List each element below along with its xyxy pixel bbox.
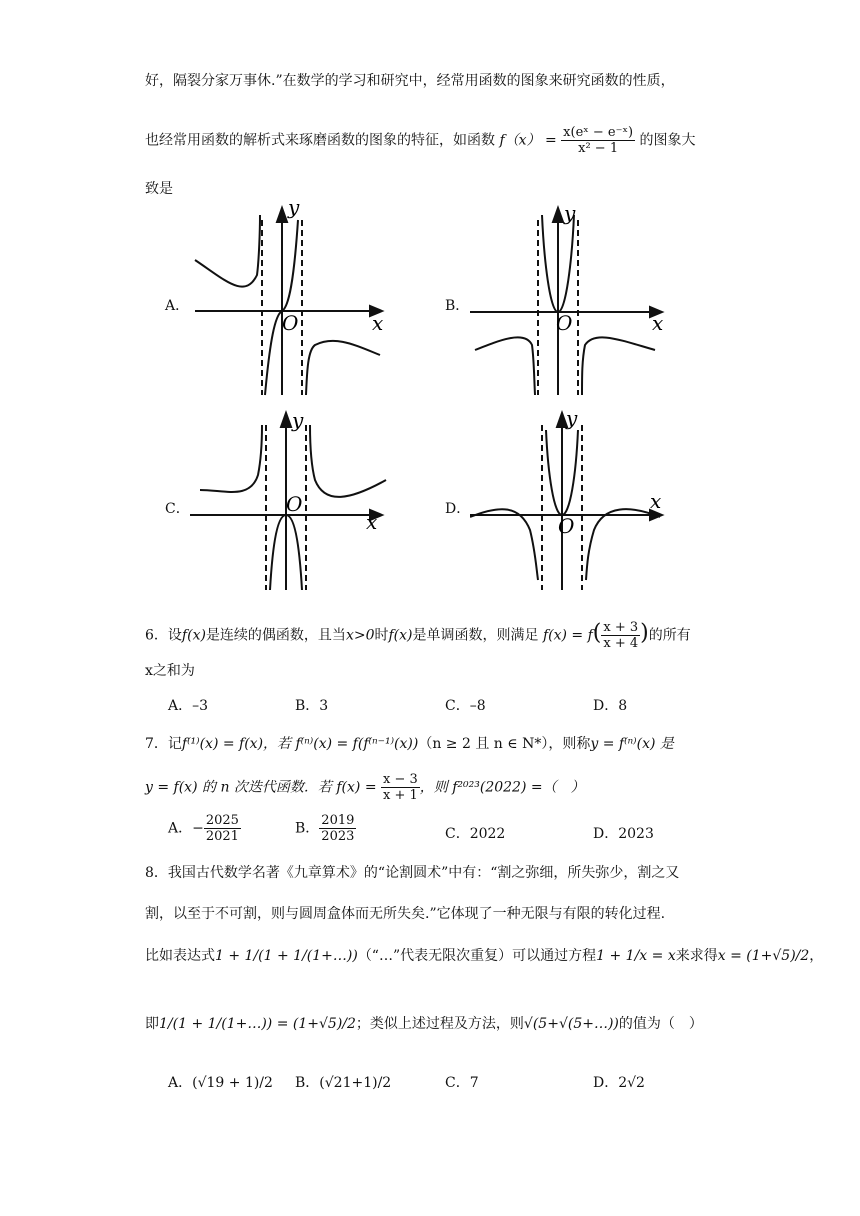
graph-b-x-label: x [652,311,664,335]
q6-choice-b[interactable]: B．3 [295,698,329,714]
graph-label-c: C． [165,501,190,517]
q8-choice-b[interactable]: B．(√21+1)/2 [295,1075,392,1091]
q6-choice-a[interactable]: A．–3 [168,698,209,714]
q8-line-3-b: （“…”代表无限次重复）可以通过方程 [357,948,597,964]
graph-b-curve-right [582,337,655,395]
function-fraction [561,125,635,156]
q8-line-3-end: ， [809,948,824,964]
q8-choice-d[interactable]: D．2√2 [593,1075,645,1091]
graph-label-a: A． [165,298,190,314]
q6-line-2: x之和为 [145,663,195,679]
q8-choice-c[interactable]: C．7 [445,1075,479,1091]
q6-condition: x>0 [345,627,375,644]
q7-numerator: x − 3 [383,772,418,787]
q7-choice-b-fraction [319,813,356,844]
q7-choice-a-fraction [204,813,241,844]
q8-line-4-c: 的值为（ ） [618,1016,703,1032]
graph-a-y-arrow [277,208,287,222]
q7-denominator: x + 1 [383,788,418,803]
graph-a [190,200,390,400]
q8-identity: 1/(1 + 1/(1+…)) = (1+√5)/2 [159,1016,356,1032]
graph-c [190,405,390,595]
q8-line-4-b: ；类似上述过程及方法，则 [355,1016,524,1032]
function-denominator: x² − 1 [578,141,619,156]
graph-d-curve-left [470,509,538,580]
q6-denominator: x + 4 [603,636,639,651]
q7-choice-d[interactable]: D．2023 [593,826,654,842]
q8-nested-radical: √(5+√(5+…)) [523,1016,619,1032]
graph-a-x-label: x [372,311,384,335]
q7-choice-a-num: 2025 [205,813,239,828]
q7-iterate: y = f⁽ⁿ⁾(x) 是 [590,736,674,752]
graph-b-y-arrow [553,208,563,222]
q7-condition: （n ≥ 2 且 n ∈ N*），则称 [418,736,591,752]
function-numerator: x(eˣ − e⁻ˣ) [563,125,634,140]
q7-prefix: 7．记 [145,736,182,752]
graph-b-y-label: y [564,201,576,225]
graph-d-y-label: y [566,406,578,430]
q7-line-2 [145,772,585,803]
intro-line-2-tail: 的图象大 [639,132,696,149]
graph-label-b: B． [445,298,470,314]
q8-line-3 [145,945,823,965]
q8-line-1: 8．我国古代数学名著《九章算术》的“论割圆术”中有：“割之弥细，所失弥少，割之又 [145,865,680,881]
graph-c-y-arrow [281,413,291,427]
intro-line-2-text: 也经常用函数的解析式来琢磨函数的图象的特征，如函数 [145,132,495,149]
q6-text-e: 的所有 [648,627,691,644]
graph-c-y-label: y [292,408,304,432]
graph-b-origin: O [556,311,573,335]
graph-c-origin: O [286,492,303,516]
q7-choice-b-label: B． [295,820,320,837]
q8-continued-fraction: 1 + 1/(1 + 1/(1+…)) [215,948,358,964]
graph-c-curve-right [310,425,386,497]
graph-a-origin: O [282,311,299,335]
q8-solution: x = (1+√5)/2 [717,948,810,964]
intro-line-2: 也经常用函数的解析式来琢磨函数的图象的特征，如函数 f（x） = $\frac{\text{x(eˣ − e⁻ˣ)}}{\text{x² − 1}}$ 的图象大 [145,125,696,156]
q8-equation: 1 + 1/x = x [596,948,676,964]
intro-line-1: 好，隔裂分家万事休.”在数学的学习和研究中，经常用函数的图象来研究函数的性质， [145,73,675,89]
graph-d-curve-right [586,509,660,580]
q8-line-4-a: 即 [145,1016,159,1032]
q8-line-4 [145,1013,703,1033]
q6-choice-d[interactable]: D．8 [593,698,628,714]
q6-fx-1: f(x) [181,627,206,644]
q7-fraction [381,772,420,803]
graph-label-d: D． [445,501,471,517]
q7-choice-b[interactable] [295,813,356,844]
q7-line-2-tail: ，则 f²⁰²³(2022) =（ ） [419,779,585,796]
q6-fraction [601,620,640,651]
q8-choice-a[interactable]: A．(√19 + 1)/2 [168,1075,273,1091]
q7-choice-a[interactable] [168,813,241,844]
graph-b [470,200,670,400]
q6-text-b: 是连续的偶函数，且当 [205,627,346,644]
q7-choice-b-num: 2019 [321,813,355,828]
q7-fx: f(x) = [336,779,377,796]
graph-d-origin: O [558,514,575,538]
intro-line-3: 致是 [145,181,173,197]
graph-a-curve-left [195,215,260,287]
q7-choice-a-label: A． [168,820,193,837]
q7-choice-a-den: 2021 [205,829,239,844]
q6-equation: f(x) = f [542,627,593,644]
q8-line-3-a: 比如表达式 [145,948,215,964]
q7-line-2-text: y = f(x) 的 n 次迭代函数．若 [145,779,332,796]
q6-numerator: x + 3 [603,620,639,635]
graph-c-x-label: x [366,510,378,534]
q7-definition: f⁽¹⁾(x) = f(x)，若 f⁽ⁿ⁾(x) = f(f⁽ⁿ⁻¹⁾(x)) [181,736,419,752]
q6-fx-2: f(x) [388,627,413,644]
graph-d-x-label: x [650,489,662,513]
graph-a-curve-right [306,341,380,395]
graph-c-curve-left [200,425,262,492]
graph-a-y-label: y [288,200,300,219]
q8-line-3-c: 来求得 [675,948,718,964]
q7-choice-c[interactable]: C．2022 [445,826,506,842]
q6-choice-c[interactable]: C．–8 [445,698,486,714]
q6-prefix: 6．设 [145,627,182,644]
q6-line-1: 6．设f(x)是连续的偶函数，且当x>0时f(x)是单调函数，则满足 f(x) = f( $\frac{x + 3}{x + 4}$ )的所有 [145,620,691,651]
q8-line-2: 割，以至于不可割，则与圆周盒体而无所失矣.”它体现了一种无限与有限的转化过程. [145,906,666,922]
q7-choice-b-den: 2023 [321,829,355,844]
q7-choice-a-sign: − [192,820,204,837]
graph-d [470,405,670,595]
q6-text-d: 是单调函数，则满足 [412,627,539,644]
graph-b-curve-left [475,337,535,395]
q6-text-c: 时 [374,627,389,644]
function-name: f（x） [499,132,541,149]
q7-line-1 [145,733,674,753]
